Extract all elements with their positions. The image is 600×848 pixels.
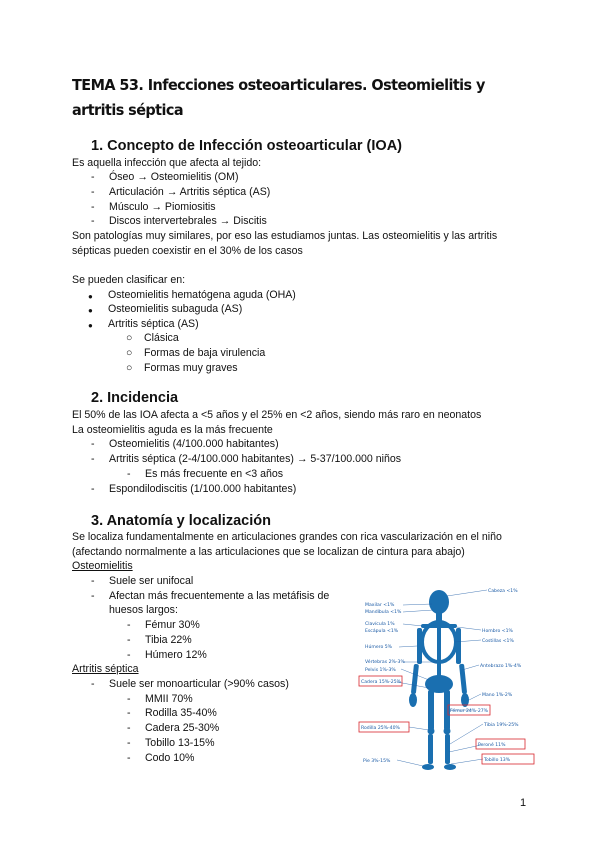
figure-label: Costillas <1%	[482, 639, 514, 644]
list-item: - Espondilodiscitis (1/100.000 habitantes)	[109, 482, 296, 497]
paragraph-line: (afectando normalmente a las articulaciones que se localizan de cintura para abajo)	[72, 546, 465, 558]
figure-label: Húmero 5%	[365, 645, 393, 650]
skeleton-figure	[357, 584, 537, 772]
list-item: - Artritis séptica (2-4/100.000 habitantes) → 5-37/100.000 niños	[109, 452, 401, 467]
figure-label: Mandíbula <1%	[365, 610, 402, 615]
list-item: - Suele ser monoarticular (>90% casos)	[109, 677, 289, 692]
sub-list-item: - Húmero 12%	[145, 648, 207, 663]
sub-bullet-item: ○ Clásica	[144, 331, 179, 346]
figure-label: Fémur 24%-27%	[450, 709, 489, 714]
paragraph-line: Se localiza fundamentalmente en articulaciones grandes con rica vascularización en el niño	[72, 531, 502, 543]
section-3-heading: 3. Anatomía y localización	[91, 513, 271, 529]
sub-bullet-item: ○ Formas muy graves	[144, 361, 238, 376]
bullet-item: ● Osteomielitis hematógena aguda (OHA)	[108, 288, 296, 303]
sub-list-item: - MMII 70%	[145, 692, 193, 707]
list-item: - Músculo → Piomiositis	[109, 200, 216, 215]
figure-label: Cadera 15%-25%	[361, 680, 402, 685]
figure-label: Rodilla 25%-40%	[361, 726, 400, 731]
list-item: - Osteomielitis (4/100.000 habitantes)	[109, 437, 279, 452]
figure-label: Peroné 11%	[478, 743, 506, 748]
page-number: 1	[520, 797, 527, 809]
figure-label: Mano 1%-2%	[482, 693, 513, 698]
figure-label: Cabeza <1%	[488, 589, 518, 594]
list-item: - Afectan más frecuentemente a las metáfisis de	[109, 589, 329, 604]
list-item: - Óseo → Osteomielitis (OM)	[109, 170, 239, 185]
bullet-item: ● Artritis séptica (AS)	[108, 317, 199, 332]
list-item: - Es más frecuente en <3 años	[145, 467, 283, 482]
figure-label: Clavícula 1%	[365, 622, 395, 627]
sub-list-item: - Cadera 25-30%	[145, 721, 219, 736]
subsection-title-artritis: Artritis séptica	[72, 663, 139, 675]
figure-label: Maxilar <1%	[365, 603, 395, 608]
paragraph-line: Son patologías muy similares, por eso las estudiamos juntas. Las osteomielitis y las artritis	[72, 230, 498, 242]
figure-label: Pie 3%-15%	[363, 759, 391, 764]
list-item: - Discos intervertebrales → Discitis	[109, 214, 267, 229]
section-1-intro: Es aquella infección que afecta al tejido:	[72, 157, 262, 169]
paragraph-line: Se pueden clasificar en:	[72, 274, 186, 286]
sub-list-item: - Codo 10%	[145, 751, 194, 766]
figure-label: Antebrazo 1%-4%	[480, 664, 522, 669]
figure-label: Escápula <1%	[365, 629, 399, 634]
skeleton-silhouette	[409, 590, 469, 770]
paragraph-line: La osteomielitis aguda es la más frecuente	[72, 424, 273, 436]
sub-list-item: - Tibia 22%	[145, 633, 192, 648]
figure-label: Tobillo 13%	[484, 758, 511, 763]
subsection-title-osteomielitis: Osteomielitis	[72, 560, 133, 572]
list-item-continuation: huesos largos:	[109, 604, 178, 616]
figure-label: Vértebras 2%-3%	[365, 660, 405, 665]
sub-list-item: - Tobillo 13-15%	[145, 736, 215, 751]
figure-label: Pelvis 1%-3%	[365, 668, 396, 673]
bullet-item: ● Osteomielitis subaguda (AS)	[108, 302, 242, 317]
page-title: TEMA 53. Infecciones osteoarticulares. Osteomielitis y artritis séptica	[72, 76, 485, 119]
sub-list-item: - Fémur 30%	[145, 618, 200, 633]
figure-label: Hombro <1%	[482, 629, 513, 634]
section-2-heading: 2. Incidencia	[91, 390, 179, 406]
paragraph-line: El 50% de las IOA afecta a <5 años y el 25% en <2 años, siendo más raro en neonatos	[72, 409, 482, 421]
sub-bullet-item: ○ Formas de baja virulencia	[144, 346, 265, 361]
paragraph-line: sépticas pueden coexistir en el 30% de los casos	[72, 245, 303, 257]
list-item: - Suele ser unifocal	[109, 574, 193, 589]
section-1-heading: 1. Concepto de Infección osteoarticular (IOA)	[91, 138, 402, 154]
list-item: - Articulación → Artritis séptica (AS)	[109, 185, 270, 200]
figure-label: Tibia 19%-25%	[484, 723, 519, 728]
sub-list-item: - Rodilla 35-40%	[145, 706, 217, 721]
